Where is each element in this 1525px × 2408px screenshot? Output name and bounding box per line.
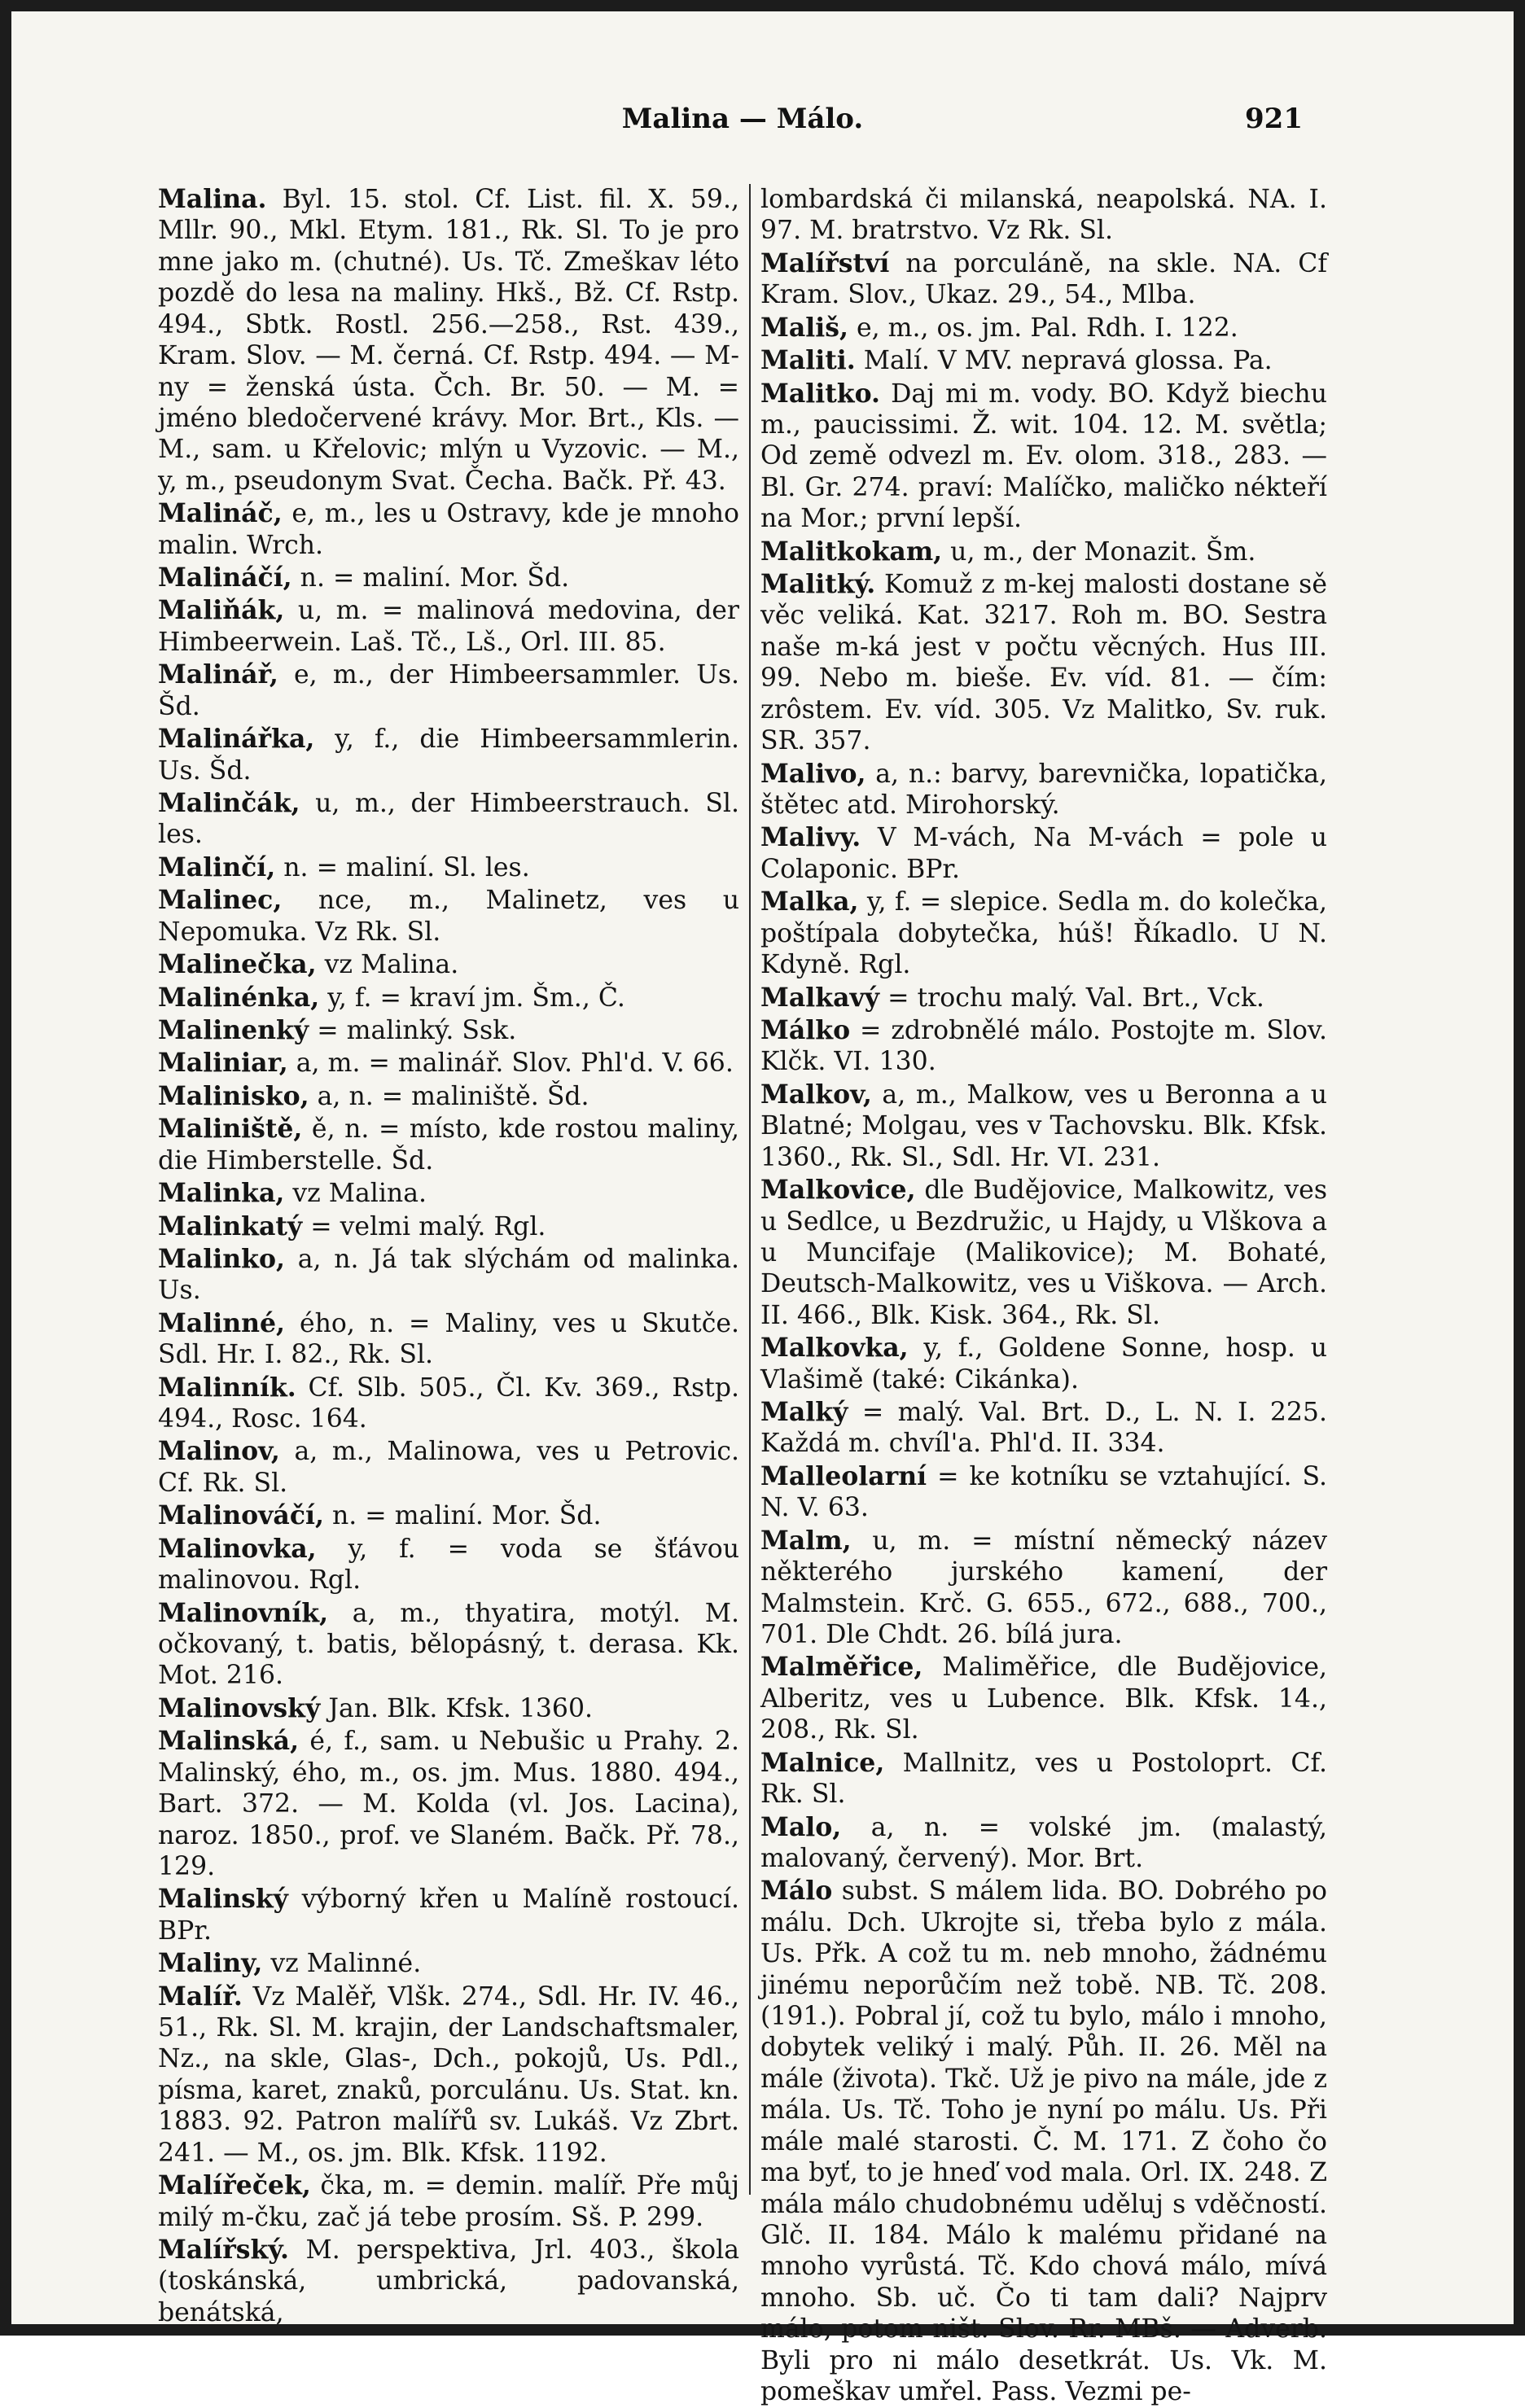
entry-headword: Malitkokam, — [760, 536, 943, 567]
entry-text: a, m. = malinář. Slov. Phl'd. V. 66. — [296, 1049, 734, 1079]
entry-text: e, m., der Himbeersammler. Us. Šd. — [158, 660, 740, 721]
entry-text: vz Malina. — [292, 1179, 427, 1209]
entry-headword: Malinář, — [158, 659, 278, 690]
entry-headword: Malinováčí, — [158, 1500, 324, 1531]
dictionary-entry — [760, 1461, 1327, 1524]
entry-headword: Malinné, — [158, 1307, 286, 1338]
entry-text: Daj mi m. vody. BO. Když biechu m., paucissimi. Ž. wit. 104. 12. M. světla; Od země odvezl m. Ev. olom. 318., 283. — Bl. Gr. 274. praví: Malíčko, maličko nékteří na Mor.; první lepší. — [760, 379, 1328, 534]
entry-text: = malý. Val. Brt. D., L. N. I. 225. Každá m. chvíl'a. Phl'd. II. 334. — [760, 1398, 1327, 1459]
entry-headword: Malinská, — [158, 1726, 300, 1757]
dictionary-entry — [760, 822, 1327, 885]
entry-text: dle Budějovice, Malkowitz, ves u Sedlce, u Bezdružic, u Hajdy, u Vlškova a u Muncifaje (Malikovice); M. Bohaté, Deutsch-Malkowitz, ves u Viškova. — Arch. II. 466., Blk. Kisk. 364., Rk. Sl. — [760, 1176, 1327, 1330]
entry-text: n. = maliní. Mor. Šd. — [331, 1501, 602, 1531]
dictionary-entry — [158, 1981, 739, 2169]
column-divider — [749, 184, 751, 2195]
entry-headword: Maliny, — [158, 1948, 263, 1979]
dictionary-entry — [760, 248, 1327, 311]
entry-text: a, n. = volské jm. (malastý, malovaný, červený). Mor. Brt. — [760, 1812, 1327, 1873]
entry-text: a, n. Já tak slýchám od malinka. Us. — [158, 1244, 739, 1306]
dictionary-entry — [158, 2170, 739, 2233]
entry-text: M. perspektiva, Jrl. 403., škola (toskánská, umbrická, padovanská, benátská, — [158, 2235, 740, 2327]
entry-text: n. = maliní. Sl. les. — [283, 852, 530, 882]
dictionary-entry — [760, 345, 1327, 376]
entry-headword: Malo, — [760, 1811, 842, 1842]
dictionary-entry — [760, 313, 1327, 344]
dictionary-entry — [760, 1333, 1327, 1395]
dictionary-entry — [158, 1373, 739, 1435]
entry-headword: Malinářka, — [158, 724, 315, 755]
entry-text: y, f. = voda se šťávou malinovou. Rgl. — [158, 1534, 739, 1596]
dictionary-entry — [158, 1048, 739, 1079]
dictionary-entry — [760, 1526, 1327, 1651]
entry-headword: Maliňák, — [158, 595, 285, 626]
entry-text: a, m., Malkow, ves u Beronna a u Blatné; Molgau, ves v Tachovsku. Blk. Kfsk. 1360., Rk. Sl., Sdl. Hr. VI. 231. — [760, 1079, 1327, 1172]
dictionary-entry — [158, 1244, 739, 1307]
dictionary-entry — [158, 1884, 739, 1946]
entry-headword: Malířeček, — [158, 2170, 311, 2201]
dictionary-entry — [158, 595, 739, 658]
dictionary-entry — [158, 1534, 739, 1596]
dictionary-entry — [760, 1175, 1327, 1331]
entry-text: = malinký. Ssk. — [317, 1015, 517, 1045]
entry-headword: Málo — [760, 1876, 833, 1907]
entry-headword: Malinovka, — [158, 1533, 317, 1564]
dictionary-entry — [158, 1178, 739, 1209]
dictionary-entry — [760, 536, 1327, 567]
dictionary-entry — [158, 498, 739, 561]
dictionary-entry — [158, 563, 739, 593]
entry-headword: Malkavý — [760, 982, 880, 1013]
dictionary-entry — [158, 788, 739, 851]
entry-text: = trochu malý. Val. Brt., Vck. — [887, 983, 1264, 1013]
entry-text: Mallnitz, ves u Postoloprt. Cf. Rk. Sl. — [760, 1748, 1328, 1810]
dictionary-entry — [158, 724, 739, 786]
entry-text: výborný křen u Malíně rostoucí. BPr. — [158, 1885, 740, 1946]
entry-headword: Maliti. — [760, 345, 856, 376]
entry-headword: Malinenký — [158, 1014, 309, 1045]
dictionary-entry — [158, 1015, 739, 1046]
dictionary-entry — [158, 2235, 739, 2328]
entry-text: u, m., der Himbeerstrauch. Sl. les. — [158, 789, 739, 850]
entry-headword: Malíř. — [158, 1981, 243, 2012]
dictionary-entry — [760, 1652, 1327, 1745]
dictionary-entry — [760, 1812, 1327, 1875]
dictionary-entry — [760, 1079, 1327, 1173]
entry-headword: Malířství — [760, 247, 890, 278]
entry-headword: Malinečka, — [158, 949, 317, 980]
entry-text: ě, n. = místo, kde rostou maliny, die Himberstelle. Šd. — [158, 1114, 739, 1176]
entry-headword: Malinisko, — [158, 1080, 309, 1111]
entry-text: u, m., der Monazit. Šm. — [950, 536, 1256, 567]
page-header — [158, 103, 1327, 151]
entry-text: a, n.: barvy, barevnička, lopatička, štětec atd. Mirohorský. — [760, 759, 1327, 821]
entry-text: y, f., die Himbeersammlerin. Us. Šd. — [158, 725, 740, 786]
entry-text: a, n. = maliniště. Šd. — [317, 1081, 589, 1111]
entry-text: Komuž z m-kej malosti dostane sě věc veliká. Kat. 3217. Roh m. BO. Sestra naše m-ká jest v počtu věcných. Hus III. 99. Nebo m. bieše. Ev. víd. 81. — čím: zrôstem. Ev. víd. 305. Vz Malitko, Sv. ruk. SR. 357. — [760, 570, 1327, 756]
dictionary-entry — [760, 1015, 1327, 1078]
dictionary-entry — [760, 983, 1327, 1014]
entry-text: Maliměřice, dle Budějovice, Alberitz, ves u Lubence. Blk. Kfsk. 14., 208., Rk. Sl. — [760, 1653, 1327, 1745]
entry-headword: Malkovice, — [760, 1175, 916, 1206]
dictionary-entry — [158, 1081, 739, 1112]
entry-text: a, m., thyatira, motýl. M. očkovaný, t. batis, bělopásný, t. derasa. Kk. Mot. 216. — [158, 1598, 739, 1691]
entry-text: e, m., les u Ostravy, kde je mnoho malin. Wrch. — [158, 499, 739, 560]
dictionary-entry — [760, 887, 1327, 980]
entry-headword: Malivo, — [760, 758, 866, 789]
dictionary-entry — [158, 1500, 739, 1531]
entry-headword: Malm, — [760, 1525, 852, 1556]
entry-headword: Malinník. — [158, 1372, 296, 1403]
dictionary-entry — [760, 1748, 1327, 1810]
entry-text: nce, m., Malinetz, ves u Nepomuka. Vz Rk. Sl. — [158, 886, 739, 947]
dictionary-entry — [158, 885, 739, 948]
entry-text: u, m. = místní německý název některého jurského kamení, der Malmstein. Krč. G. 655., 672., 688., 700., 701. Dle Chdt. 26. bílá jura. — [760, 1526, 1327, 1649]
entry-headword: Malleolarní — [760, 1460, 927, 1491]
entry-text: lombardská či milanská, neapolská. NA. I. 97. M. bratrstvo. Vz Rk. Sl. — [760, 185, 1327, 246]
entry-text: Malí. V MV. nepravá glossa. Pa. — [863, 346, 1273, 376]
right-column — [760, 184, 1328, 2407]
entry-text: y, f. = slepice. Sedla m. do kolečka, poštípala dobytečka, húš! Říkadlo. U N. Kdyně. Rgl. — [760, 887, 1328, 980]
entry-text: subst. S málem lida. BO. Dobrého po málu. Dch. Ukrojte si, třeba bylo z mála. Us. Přk. A což tu m. neb mnoho, žádnému jinému neporůčím než tobě. NB. Tč. 208. (191.). Pobral jí, což tu bylo, málo i mnoho, dobytek veliký i malý. Půh. II. 26. Měl na mále (života). Tkč. Už je pivo na mále, jde z mála. Us. Tč. Toho je nyní po málu. Us. Při mále malé starosti. Č. M. 171. Z čoho čo ma byť, to je hneď vod mala. Orl. IX. 248. Z mála málo chudobnému uděluj s vděčností. Glč. II. 184. Málo k malému přidané na mnoho vyrůstá. Tč. Kdo chová málo, mívá mnoho. Sb. uč. Čo ti tam dali? Najprv málo, potom ništ. Slov. Rr. MBš. — Adverb. Byli pro ni málo desetkrát. Us. Vk. M. pomeškav umřel. Pass. Vezmi pe- — [760, 1876, 1327, 2407]
entry-headword: Malířský. — [158, 2235, 290, 2265]
entry-headword: Malinov, — [158, 1436, 280, 1467]
entry-headword: Malnice, — [760, 1747, 885, 1778]
dictionary-entry — [760, 379, 1327, 535]
entry-text: é, f., sam. u Nebušic u Prahy. 2. Malinský, ého, m., os. jm. Mus. 1880. 494., Bart. 372. — M. Kolda (vl. Jos. Lacina), naroz. 1850., prof. ve Slaném. Bačk. Př. 78., 129. — [158, 1727, 740, 1881]
entry-text: u, m. = malinová medovina, der Himbeerwein. Laš. Tč., Lš., Orl. III. 85. — [158, 596, 739, 657]
entry-headword: Malina. — [158, 184, 267, 214]
entry-headword: Malinský — [158, 1884, 288, 1915]
left-column — [158, 184, 740, 2327]
entry-text: ého, n. = Maliny, ves u Skutče. Sdl. Hr. I. 82., Rk. Sl. — [158, 1308, 740, 1370]
entry-text: Cf. Slb. 505., Čl. Kv. 369., Rstp. 494., Rosc. 164. — [158, 1373, 739, 1434]
dictionary-entry — [158, 1726, 739, 1882]
dictionary-entry — [760, 1397, 1327, 1460]
entry-headword: Malitko. — [760, 378, 881, 409]
entry-headword: Malinkatý — [158, 1211, 303, 1241]
entry-headword: Malináčí, — [158, 563, 292, 593]
entry-text: vz Malina. — [324, 950, 459, 980]
entry-headword: Malinovník, — [158, 1597, 329, 1628]
entry-text: Byl. 15. stol. Cf. List. fil. X. 59., Mllr. 90., Mkl. Etym. 181., Rk. Sl. To je pro mne jako m. (chutné). Us. Tč. Zmeškav léto pozdě do lesa na maliny. Hkš., Bž. Cf. Rstp. 494., Sbtk. Rostl. 256.—258., Rst. 439., Kram. Slov. — M. černá. Cf. Rstp. 494. — M-ny = ženská ústa. Čch. Br. 50. — M. = jméno bledočervené krávy. Mor. Brt., Kls. — M., sam. u Křelovic; mlýn u Vyzovic. — M., y, m., pseudonym Svat. Čecha. Bačk. Př. 43. — [158, 185, 739, 496]
dictionary-entry — [158, 1693, 739, 1724]
entry-headword: Malitký. — [760, 569, 876, 600]
entry-headword: Malinec, — [158, 885, 283, 916]
dictionary-entry — [158, 949, 739, 980]
entry-text: na porculáně, na skle. NA. Cf Kram. Slov., Ukaz. 29., 54., Mlba. — [760, 248, 1327, 310]
entry-headword: Malivy. — [760, 822, 861, 853]
entry-text: vz Malinné. — [270, 1949, 422, 1979]
entry-text: V M-vách, Na M-vách = pole u Colaponic. BPr. — [760, 823, 1328, 884]
dictionary-entry — [158, 1948, 739, 1979]
dictionary-entry — [158, 1598, 739, 1692]
entry-headword: Malináč, — [158, 498, 283, 529]
dictionary-entry — [158, 852, 739, 883]
entry-text: čka, m. = demin. malíř. Pře můj milý m-čku, zač já tebe prosím. Sš. P. 299. — [158, 2171, 739, 2232]
entry-text: y, f. = kraví jm. Šm., Č. — [327, 983, 625, 1013]
entry-headword: Malinka, — [158, 1178, 285, 1209]
entry-headword: Malinovský — [158, 1692, 321, 1723]
entry-headword: Malký — [760, 1397, 848, 1428]
entry-headword: Maliniar, — [158, 1048, 288, 1079]
entry-headword: Malka, — [760, 887, 859, 917]
entry-text: = ke kotníku se vztahující. S. N. V. 63. — [760, 1461, 1327, 1523]
entry-headword: Malkovka, — [760, 1333, 909, 1364]
dictionary-entry — [158, 659, 739, 722]
entry-headword: Mališ, — [760, 312, 848, 343]
entry-text: n. = maliní. Mor. Šd. — [300, 563, 570, 593]
entry-headword: Malinko, — [158, 1243, 285, 1274]
running-head: Malina — Málo. — [621, 103, 864, 135]
entry-headword: Malinénka, — [158, 982, 320, 1013]
entry-text: Vz Malěř, Vlšk. 274., Sdl. Hr. IV. 46., 51., Rk. Sl. M. krajin, der Landschaftsmaler, Nz., na skle, Glas-, Dch., pokojů, Us. Pdl., písma, karet, znaků, porculánu. Us. Stat. kn. 1883. 92. Patron malířů sv. Lukáš. Vz Zbrt. 241. — M., os. jm. Blk. Kfsk. 1192. — [158, 1981, 739, 2168]
dictionary-entry — [158, 1308, 739, 1371]
page-number: 921 — [1245, 103, 1303, 135]
entry-text: = velmi malý. Rgl. — [310, 1211, 546, 1241]
entry-text: = zdrobnělé málo. Postojte m. Slov. Klčk. VI. 130. — [760, 1015, 1328, 1077]
entry-text: Jan. Blk. Kfsk. 1360. — [328, 1693, 594, 1723]
entry-text: e, m., os. jm. Pal. Rdh. I. 122. — [856, 313, 1238, 343]
entry-text: a, m., Malinowa, ves u Petrovic. Cf. Rk. Sl. — [158, 1437, 740, 1498]
dictionary-entry — [158, 1436, 739, 1499]
dictionary-entry — [760, 759, 1327, 821]
entry-text: y, f., Goldene Sonne, hosp. u Vlašimě (také: Cikánka). — [760, 1333, 1328, 1394]
dictionary-entry — [158, 983, 739, 1014]
entry-headword: Malměřice, — [760, 1652, 923, 1683]
dictionary-entry — [158, 1114, 739, 1176]
dictionary-entry — [158, 184, 739, 497]
entry-headword: Málko — [760, 1014, 851, 1045]
dictionary-entry — [760, 1876, 1327, 2407]
dictionary-entry — [760, 569, 1327, 757]
entry-headword: Maliniště, — [158, 1114, 303, 1145]
dictionary-entry — [158, 1211, 739, 1242]
entry-headword: Malinčí, — [158, 852, 276, 882]
dictionary-entry — [760, 184, 1327, 247]
entry-headword: Malkov, — [760, 1079, 872, 1110]
entry-headword: Malinčák, — [158, 788, 300, 819]
